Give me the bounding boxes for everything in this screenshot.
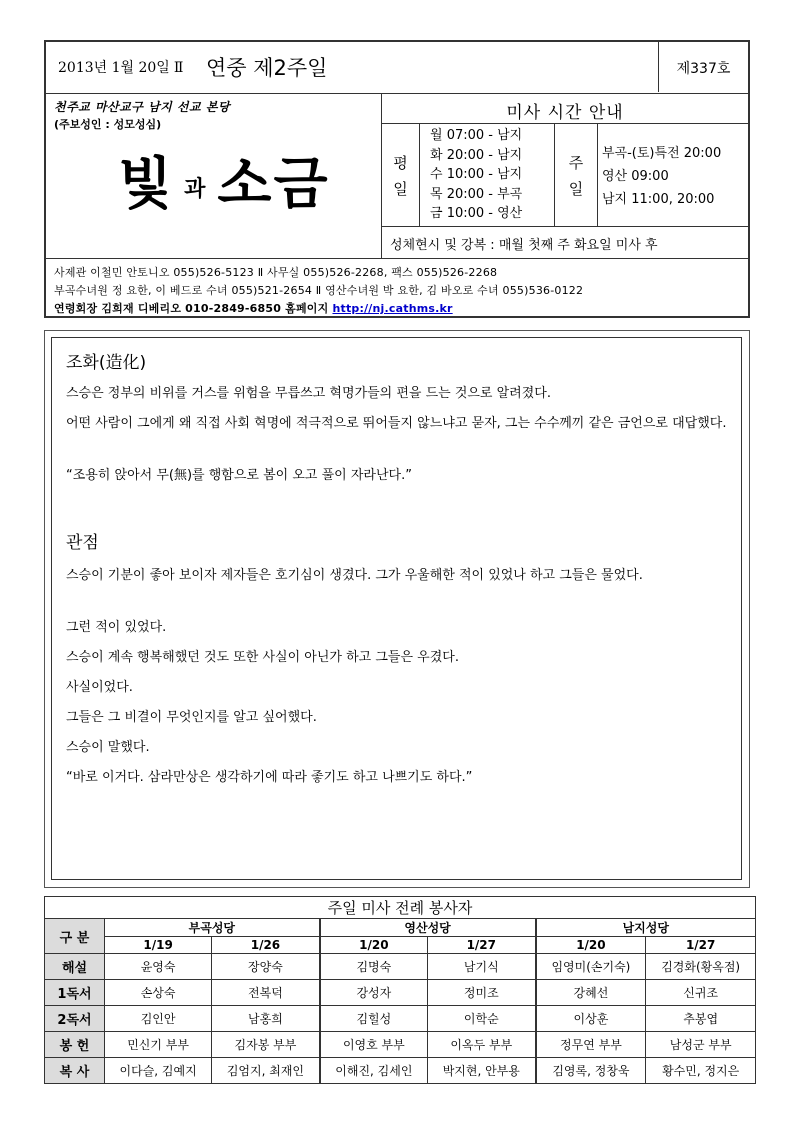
church-header: 남지성당 <box>536 919 756 937</box>
weekday-mass-item: 화 20:00 - 남지 <box>430 147 523 163</box>
bulletin-header <box>44 40 750 318</box>
table-cell: 신귀조 <box>646 980 756 1006</box>
bulletin-logo <box>118 140 330 220</box>
contact-info <box>54 264 583 318</box>
table-cell: 김영록, 정창욱 <box>536 1058 646 1084</box>
church-name: 천주교 마산교구 남지 선교 본당 <box>54 100 230 114</box>
table-cell: 이옥두 부부 <box>428 1032 536 1058</box>
issue-box <box>658 42 748 92</box>
contact-line: 연령회장 김희재 디베리오 010-2849-6850 홈페이지 http://nj.cathms.kr <box>54 302 453 315</box>
table-cell: 임영미(손기숙) <box>536 954 646 980</box>
paragraph: “바로 이거다. 삼라만상은 생각하기에 따라 좋기도 하고 나쁘기도 하다.” <box>66 770 473 785</box>
table-row <box>45 980 756 1006</box>
date-header: 1/20 <box>320 937 428 954</box>
servers-table <box>44 896 756 1084</box>
table-cell: 남기식 <box>428 954 536 980</box>
sunday-mass-list <box>602 142 746 211</box>
table-cell: 김명숙 <box>320 954 428 980</box>
paragraph: 어떤 사람이 그에게 왜 직접 사회 혁명에 적극적으로 뛰어들지 않느냐고 묻자, 그는 수수께끼 같은 금언으로 대답했다. <box>66 416 727 431</box>
article-body <box>51 337 742 880</box>
homepage-link[interactable]: http://nj.cathms.kr <box>332 302 453 315</box>
row-header: 2독서 <box>45 1006 105 1032</box>
row-header: 봉 헌 <box>45 1032 105 1058</box>
row-header: 1독서 <box>45 980 105 1006</box>
table-row <box>45 954 756 980</box>
table-cell: 김인안 <box>105 1006 212 1032</box>
table-cell: 남성군 부부 <box>646 1032 756 1058</box>
table-row <box>45 1058 756 1084</box>
table-cell: 추봉엽 <box>646 1006 756 1032</box>
sunday-mass-item: 남지 11:00, 20:00 <box>602 192 715 207</box>
section-title: 관점 <box>66 533 99 553</box>
contact-line: 사제관 이철민 안토니오 055)526-5123 Ⅱ 사무실 055)526-2268, 팩스 055)526-2268 <box>54 266 498 279</box>
weekday-label: 평 일 <box>382 124 420 226</box>
separator: Ⅱ <box>173 60 184 76</box>
table-cell: 손상숙 <box>105 980 212 1006</box>
table-cell: 김엄지, 최재인 <box>212 1058 320 1084</box>
date-header: 1/27 <box>428 937 536 954</box>
table-cell: 강혜선 <box>536 980 646 1006</box>
table-cell: 이상훈 <box>536 1006 646 1032</box>
table-cell: 이해진, 김세인 <box>320 1058 428 1084</box>
table-cell: 윤영숙 <box>105 954 212 980</box>
table-cell: 이학순 <box>428 1006 536 1032</box>
paragraph: 사실이었다. <box>66 680 133 695</box>
table-cell: 민신기 부부 <box>105 1032 212 1058</box>
weekday-mass-item: 금 10:00 - 영산 <box>430 206 523 221</box>
date-header: 1/27 <box>646 937 756 954</box>
weekday-mass-list <box>430 126 560 224</box>
table-cell: 전복덕 <box>212 980 320 1006</box>
paragraph: 스승이 계속 행복해했던 것도 또한 사실이 아닌가 하고 그들은 우겼다. <box>66 650 459 665</box>
table-cell: 박지현, 안부용 <box>428 1058 536 1084</box>
date-header: 1/20 <box>536 937 646 954</box>
row-header: 복 사 <box>45 1058 105 1084</box>
masthead <box>46 94 382 258</box>
contact-line: 부곡수녀원 정 요한, 이 베드로 수녀 055)521-2654 Ⅱ 영산수녀원 박 요한, 김 바오로 수녀 055)536-0122 <box>54 284 584 297</box>
table-cell: 남홍희 <box>212 1006 320 1032</box>
logo-word-light: 빛 <box>118 152 175 217</box>
title-row <box>46 42 748 94</box>
liturgical-title: 연중 제2주일 <box>206 56 328 80</box>
row-header: 해설 <box>45 954 105 980</box>
corner-header: 구 분 <box>45 919 105 954</box>
article-frame <box>44 330 750 888</box>
table-cell: 강성자 <box>320 980 428 1006</box>
table-cell: 정무연 부부 <box>536 1032 646 1058</box>
table-cell: 김경화(황옥점) <box>646 954 756 980</box>
paragraph: 그런 적이 있었다. <box>66 620 167 635</box>
logo-word-salt: 소금 <box>217 152 330 217</box>
paragraph: 스승이 기분이 좋아 보이자 제자들은 호기심이 생겼다. 그가 우울해한 적이 있었나 하고 그들은 물었다. <box>66 568 643 583</box>
table-cell: 김자봉 부부 <box>212 1032 320 1058</box>
church-header: 부곡성당 <box>105 919 320 937</box>
logo-word-and: 과 <box>184 177 208 203</box>
mass-schedule-title: 미사 시간 안내 <box>382 94 748 124</box>
table-cell: 이다슬, 김예지 <box>105 1058 212 1084</box>
weekday-mass-item: 월 07:00 - 남지 <box>430 128 523 143</box>
patron-saint: (주보성인 : 성모성심) <box>54 118 162 131</box>
table-row <box>45 1032 756 1058</box>
paragraph: 그들은 그 비결이 무엇인지를 알고 싶어했다. <box>66 710 317 725</box>
table-cell: 김힐성 <box>320 1006 428 1032</box>
issue-date: 2013년 1월 20일 <box>58 60 170 76</box>
table-cell: 장양숙 <box>212 954 320 980</box>
sunday-mass-item: 영산 09:00 <box>602 169 669 184</box>
table-cell: 이영호 부부 <box>320 1032 428 1058</box>
weekday-mass-item: 목 20:00 - 부곡 <box>430 186 523 202</box>
section-title: 조화(造化) <box>66 353 147 373</box>
issue-number: 제337호 <box>676 61 731 77</box>
paragraph: “조용히 앉아서 무(無)를 행함으로 봄이 오고 풀이 자라난다.” <box>66 468 412 483</box>
sunday-label: 주 일 <box>554 124 598 226</box>
table-row <box>45 1006 756 1032</box>
sunday-mass-item: 부곡-(토)특전 20:00 <box>602 146 722 161</box>
table-cell: 황수민, 정지은 <box>646 1058 756 1084</box>
paragraph: 스승은 정부의 비위를 거스를 위험을 무릅쓰고 혁명가들의 편을 드는 것으로 알려졌다. <box>66 386 551 401</box>
servers-table-wrap <box>44 896 756 1084</box>
date-header: 1/26 <box>212 937 320 954</box>
adoration-note: 성체현시 및 강복 : 매월 첫째 주 화요일 미사 후 <box>382 226 748 258</box>
paragraph: 스승이 말했다. <box>66 740 150 755</box>
table-caption: 주일 미사 전례 봉사자 <box>45 897 756 919</box>
table-cell: 정미조 <box>428 980 536 1006</box>
weekday-mass-item: 수 10:00 - 남지 <box>430 167 523 182</box>
date-header: 1/19 <box>105 937 212 954</box>
church-header: 영산성당 <box>320 919 536 937</box>
